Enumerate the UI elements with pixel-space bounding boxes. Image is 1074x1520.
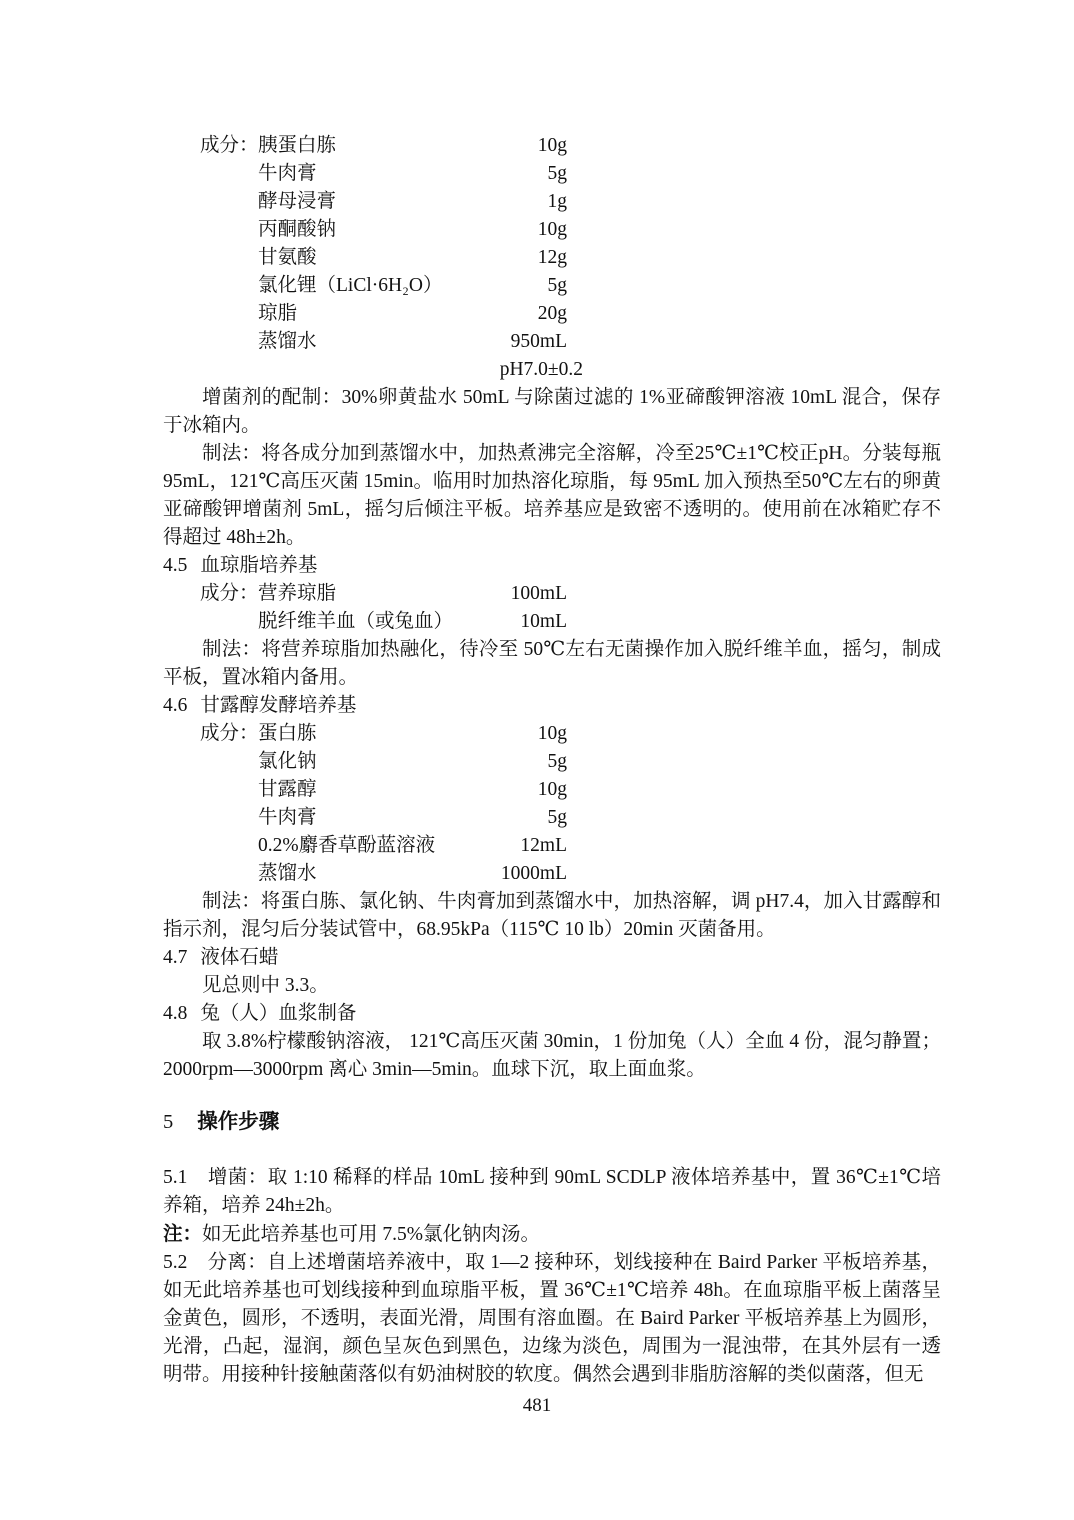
ingredient-amount: 5g [547, 163, 567, 184]
ingredient-amount: 100mL [510, 583, 567, 604]
paragraph-5-2 [163, 1249, 941, 1389]
ingredient-amount: 12g [537, 247, 567, 268]
ingredient-amount: 10g [537, 135, 567, 156]
ingredients-label: 成分： [200, 583, 259, 604]
ingredient-name: 蒸馏水 [258, 331, 317, 352]
ingredient-row [163, 748, 941, 776]
section-title: 兔（人）血浆制备 [200, 1003, 357, 1024]
ingredient-amount: 10mL [520, 611, 567, 632]
ingredient-name: 酵母浸膏 [258, 191, 337, 212]
ingredient-amount: 1g [547, 191, 567, 212]
section-title: 血琼脂培养基 [200, 555, 318, 576]
ingredient-name: 0.2%麝香草酚蓝溶液 [258, 835, 436, 856]
paragraph-method-mannitol: 制法：将蛋白胨、氯化钠、牛肉膏加到蒸馏水中，加热溶解，调 pH7.4，加入甘露醇和指示剂，混匀后分装试管中，68.95kPa（115℃ 10 lb）20min 灭菌备用。 [163, 891, 941, 940]
ingredient-amount: 5g [547, 751, 567, 772]
page-number: 481 [522, 1395, 552, 1416]
ingredient-name: 甘露醇 [258, 779, 317, 800]
chapter-heading-5 [163, 1108, 941, 1136]
ingredient-row [163, 300, 941, 328]
paragraph-supplement: 增菌剂的配制：30%卵黄盐水 50mL 与除菌过滤的 1%亚碲酸钾溶液 10mL 混合，保存于冰箱内。 [163, 387, 941, 436]
ingredient-amount: 950mL [510, 331, 567, 352]
ingredient-row [163, 244, 941, 272]
ingredient-amount: 5g [547, 275, 567, 296]
ingredient-amount: 5g [547, 807, 567, 828]
ingredient-list-baird-parker [163, 132, 941, 384]
paragraph-text: 分离：自上述增菌培养液中，取 1—2 接种环，划线接种在 Baird Parker 平板培养基，如无此培养基也可划线接种到血琼脂平板，置 36℃±1℃培养 48h。在血琼脂平板上菌落呈金黄色，圆形，不透明，表面光滑，周围有溶血圈。在 Baird Parker 平板培养基上为圆形，光滑，凸起，湿润，颜色呈灰色到黑色，边缘为淡色，周围为一混浊带，在其外层有一透明带。用接种针接触菌落似有奶油树胶的软度。偶然会遇到非脂肪溶解的类似菌落，但无 [163, 1252, 941, 1385]
section-heading-4-6 [163, 692, 941, 720]
note-text: 如无此培养基也可用 7.5%氯化钠肉汤。 [202, 1224, 541, 1245]
section-heading-4-7 [163, 944, 941, 972]
ingredient-row [163, 860, 941, 888]
ingredient-list-mannitol [163, 720, 941, 888]
paragraph-5-1 [163, 1164, 941, 1220]
ingredient-amount: 20g [537, 303, 567, 324]
paragraph-4-8: 取 3.8%柠檬酸钠溶液， 121℃高压灭菌 30min，1 份加兔（人）全血 4 份，混匀静置；2000rpm—3000rpm 离心 3min—5min。血球下沉，取上面血浆。 [163, 1031, 941, 1080]
section-number: 4.8 [163, 1003, 188, 1024]
ingredient-row [163, 776, 941, 804]
ingredient-amount: 12mL [520, 835, 567, 856]
ingredient-name: 牛肉膏 [258, 163, 317, 184]
ingredient-name: 胰蛋白胨 [258, 135, 337, 156]
ingredient-row [163, 720, 941, 748]
ingredient-name: 氯化钠 [258, 751, 317, 772]
ingredient-name: 营养琼脂 [258, 583, 337, 604]
section-heading-4-8 [163, 1000, 941, 1028]
ingredient-row [163, 580, 941, 608]
paragraph-method-bp: 制法：将各成分加到蒸馏水中，加热煮沸完全溶解，冷至25℃±1℃校正pH。分装每瓶95mL，121℃高压灭菌 15min。临用时加热溶化琼脂，每 95mL 加入预热至50℃左右的卵黄亚碲酸钾增菌剂 5mL，摇匀后倾注平板。培养基应是致密不透明的。使用前在冰箱贮存不得超过 48h±2h。 [163, 443, 941, 548]
ingredient-name: 牛肉膏 [258, 807, 317, 828]
ingredients-label: 成分： [200, 723, 259, 744]
chapter-title: 操作步骤 [197, 1110, 280, 1133]
section-number: 5.1 [163, 1167, 188, 1188]
ingredient-amount: 1000mL [500, 863, 567, 884]
ingredient-row [163, 832, 941, 860]
ingredient-name: 蛋白胨 [258, 723, 317, 744]
ingredient-row [163, 272, 941, 300]
paragraph-4-7: 见总则中 3.3。 [202, 975, 329, 996]
ingredient-row [163, 216, 941, 244]
ingredient-name: 脱纤维羊血（或兔血） [258, 611, 454, 632]
ingredients-label: 成分： [200, 135, 259, 156]
ingredient-row [163, 328, 941, 356]
ingredient-row [163, 132, 941, 160]
paragraph-method-blood-agar: 制法：将营养琼脂加热融化，待冷至 50℃左右无菌操作加入脱纤维羊血，摇匀，制成平板，置冰箱内备用。 [163, 639, 941, 688]
ingredient-amount: 10g [537, 219, 567, 240]
ingredient-amount: 10g [537, 779, 567, 800]
ingredient-row [163, 188, 941, 216]
paragraph-text: 增菌：取 1:10 稀释的样品 10mL 接种到 90mL SCDLP 液体培养基中，置 36℃±1℃培养箱，培养 24h±2h。 [163, 1167, 941, 1216]
note-label: 注： [163, 1223, 203, 1245]
ph-value: pH7.0±0.2 [499, 359, 583, 380]
section-number: 5.2 [163, 1252, 188, 1273]
page-content [163, 132, 941, 1389]
section-number: 4.5 [163, 555, 188, 576]
ingredient-row [163, 608, 941, 636]
ingredient-name: 蒸馏水 [258, 863, 317, 884]
section-title: 液体石蜡 [200, 947, 279, 968]
note-line [163, 1220, 941, 1249]
ingredient-name: 氯化锂（LiCl·6H₂O） [258, 275, 443, 296]
section-number: 4.6 [163, 695, 188, 716]
ingredient-list-blood-agar [163, 580, 941, 636]
ingredient-name: 丙酮酸钠 [258, 219, 337, 240]
section-number: 4.7 [163, 947, 188, 968]
ingredient-row [163, 160, 941, 188]
chapter-number: 5 [163, 1111, 174, 1133]
section-heading-4-5 [163, 552, 941, 580]
ingredient-row [163, 804, 941, 832]
ingredient-amount: 10g [537, 723, 567, 744]
ingredient-name: 琼脂 [258, 303, 298, 324]
ingredient-name: 甘氨酸 [258, 247, 317, 268]
section-title: 甘露醇发酵培养基 [200, 695, 357, 716]
